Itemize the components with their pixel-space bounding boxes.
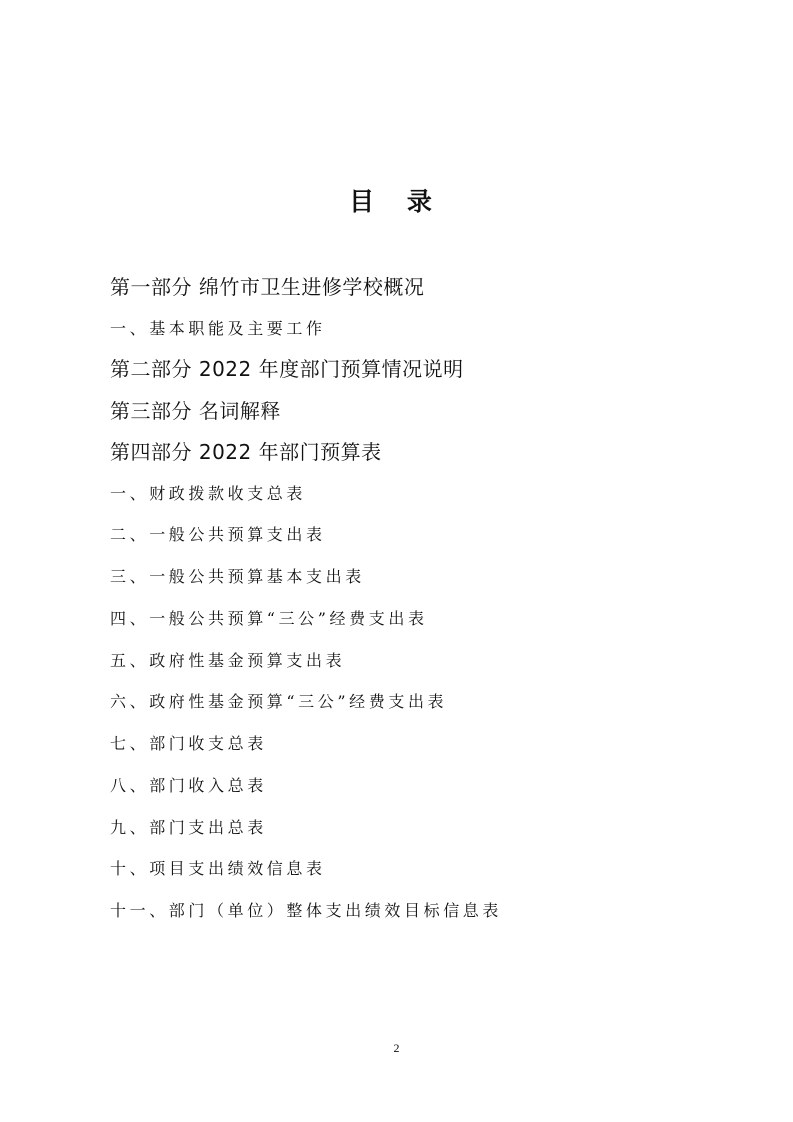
toc-item-fiscal-total: 一、财政拨款收支总表 [110, 484, 307, 503]
toc-item-fund-three-public: 六、政府性基金预算“三公”经费支出表 [110, 692, 448, 711]
toc-item-general-expenditure: 二、一般公共预算支出表 [110, 525, 326, 544]
toc-item-dept-income: 八、部门收入总表 [110, 776, 267, 795]
toc-item-basic-functions: 一、基本职能及主要工作 [110, 319, 326, 338]
toc-part-4: 第四部分 2022 年部门预算表 [110, 440, 382, 464]
toc-part-3: 第三部分 名词解释 [110, 399, 281, 423]
toc-item-dept-expenditure: 九、部门支出总表 [110, 818, 267, 837]
toc-item-fund-expenditure: 五、政府性基金预算支出表 [110, 651, 346, 670]
page-number: 2 [393, 1041, 400, 1055]
page-title: 目 录 [349, 187, 444, 216]
toc-item-general-basic-expenditure: 三、一般公共预算基本支出表 [110, 567, 365, 586]
toc-part-2: 第二部分 2022 年度部门预算情况说明 [110, 357, 464, 381]
toc-item-overall-performance: 十一、部门（单位）整体支出绩效目标信息表 [110, 901, 503, 920]
toc-item-dept-total: 七、部门收支总表 [110, 734, 267, 753]
toc-part-1: 第一部分 绵竹市卫生进修学校概况 [110, 275, 425, 299]
toc-item-general-three-public: 四、一般公共预算“三公”经费支出表 [110, 609, 428, 628]
toc-item-project-performance: 十、项目支出绩效信息表 [110, 859, 326, 878]
